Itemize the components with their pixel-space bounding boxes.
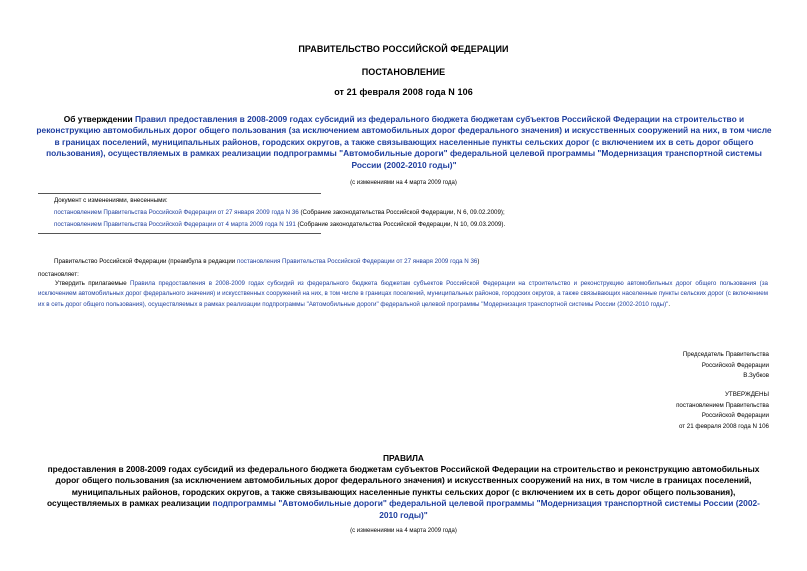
changes-heading: Документ с изменениями, внесенными: — [54, 197, 168, 204]
changes-item — [54, 220, 774, 229]
approved-line-3: Российской Федерации — [701, 412, 769, 420]
rules-program-link[interactable]: подпрограммы "Автомобильные дороги" федеральной целевой программы "Модернизация транспортной системы России (2002-2010 годы)" — [212, 498, 760, 520]
document-title — [34, 114, 774, 171]
preamble-link[interactable]: постановления Правительства Российской Федерации от 27 января 2009 года N 36 — [236, 258, 478, 265]
change-suffix-1: (Собрание законодательства Российской Федерации, N 6, 09.02.2009); — [298, 209, 505, 216]
approved-line-2: постановлением Правительства — [676, 401, 769, 409]
change-link-1[interactable]: постановлением Правительства Российской Федерации от 27 января 2009 года N 36 — [54, 209, 299, 216]
changes-block — [54, 196, 774, 229]
body-rules-link[interactable]: Правила предоставления в 2008-2009 годах субсидий из федерального бюджета бюджетам субъектов Российской Федерации на строительство и реконструкцию автомобильных дорог общего пользования (за исключением автомобильных дорог федерального значения) и искусственных сооружений на них, в том числе в границах поселений, муниципальных районов, городских округов, а также связывающих населенные пункты сельских дорог (с включением их в сеть дорог общего пользования), осуществляемых в рамках реализации подпрограммы "Автомобильные дороги" федеральной целевой программы "Модернизация транспортной системы России (2002-2010 годы)" — [38, 280, 768, 308]
approved-line-4: от 21 февраля 2008 года N 106 — [678, 422, 769, 430]
divider-top — [38, 193, 321, 194]
rules-heading: ПРАВИЛА — [383, 453, 424, 463]
body-paragraph — [38, 279, 768, 310]
approved-heading: УТВЕРЖДЕНЫ — [725, 391, 769, 398]
signature-name: В.Зубков — [743, 372, 769, 380]
government-heading: ПРАВИТЕЛЬСТВО РОССИЙСКОЙ ФЕДЕРАЦИИ — [298, 44, 509, 54]
approved-block — [676, 390, 769, 432]
amended-note: (с изменениями на 4 марта 2009 года) — [350, 180, 457, 186]
document-date: от 21 февраля 2008 года N 106 — [334, 87, 473, 97]
divider-bottom — [38, 233, 321, 234]
preamble-prefix: Правительство Российской Федерации (преамбула в редакции — [54, 258, 237, 265]
signature-title: Председатель Правительства — [682, 351, 769, 358]
changes-item — [54, 208, 774, 217]
rules-description — [46, 464, 761, 521]
document-type: ПОСТАНОВЛЕНИЕ — [361, 67, 446, 77]
title-prefix: Об утверждении — [63, 114, 135, 124]
rules-text: предоставления в 2008-2009 годах субсидий из федерального бюджета бюджетам субъектов Российской Федерации на строительство и реконструкцию автомобильных дорог общего пользования (за исключением автомобильных дорог федерального значения) и искусственных сооружений на них, в том числе в границах поселений, муниципальных районов, городских округов, а также связывающих населенные пункты сельских дорог (с включением их в сеть дорог общего пользования), осуществляемых в рамках реализации — [47, 464, 760, 509]
rules-amended-note: (с изменениями на 4 марта 2009 года) — [350, 528, 457, 534]
body-suffix: . — [668, 300, 671, 308]
change-suffix-2: (Собрание законодательства Российской Федерации, N 10, 09.03.2009). — [295, 221, 506, 228]
resolves-text: постановляет: — [38, 271, 79, 278]
change-link-2[interactable]: постановлением Правительства Российской Федерации от 4 марта 2009 года N 191 — [54, 221, 296, 228]
preamble — [54, 257, 774, 266]
signature-block — [683, 350, 769, 382]
preamble-suffix: ) — [477, 258, 480, 265]
signature-org: Российской Федерации — [701, 361, 769, 369]
body-prefix: Утвердить прилагаемые — [55, 280, 131, 287]
title-rules-link[interactable]: Правил предоставления в 2008-2009 годах субсидий из федерального бюджета бюджетам субъектов Российской Федерации на строительство и реконструкцию автомобильных дорог общего пользования (за исключением автомобильных дорог федерального значения) и искусственных сооружений на них, в том числе в границах поселений, муниципальных районов, городских округов, а также связывающих населенные пункты сельских дорог (с включением их в сеть дорог общего пользования), осуществляемых в рамках реализации подпрограммы "Автомобильные дороги" федеральной целевой программы "Модернизация транспортной системы России (2002-2010 годы)" — [36, 114, 772, 170]
